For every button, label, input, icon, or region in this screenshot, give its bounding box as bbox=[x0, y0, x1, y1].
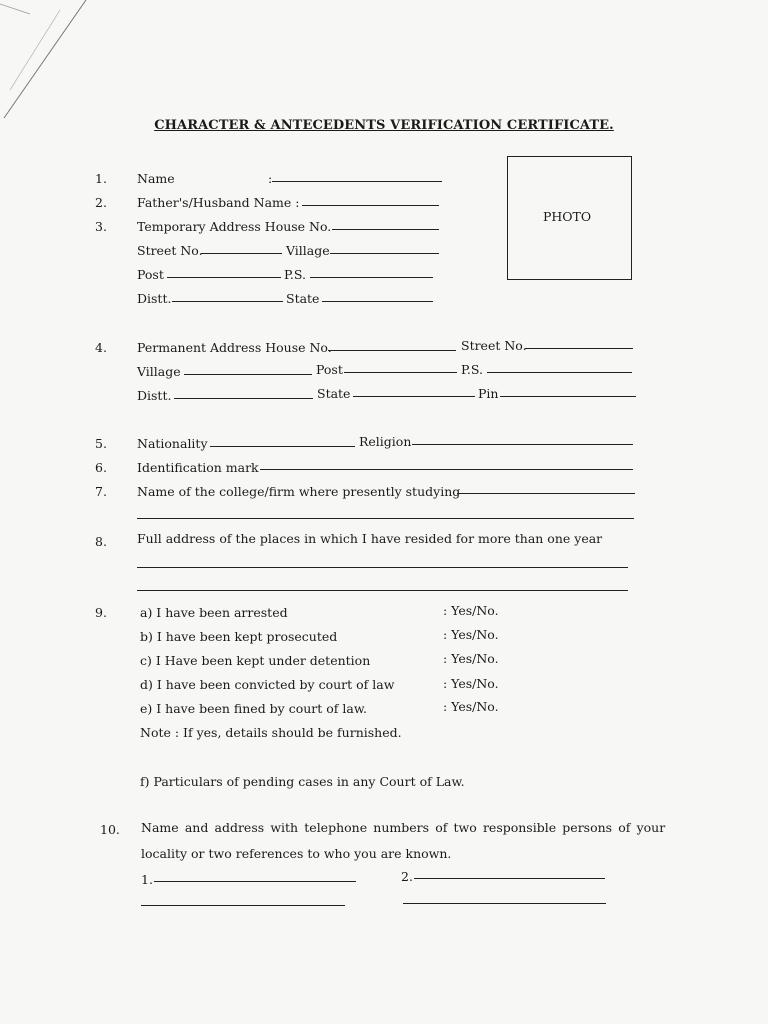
temp-house-field[interactable] bbox=[332, 229, 439, 230]
item-7-number: 7. bbox=[95, 484, 107, 499]
scan-edge-mark bbox=[0, 0, 100, 130]
perm-village-field[interactable] bbox=[184, 374, 312, 375]
temp-village-label: Village bbox=[286, 243, 330, 258]
perm-ps-label: P.S. bbox=[461, 362, 483, 377]
name-colon: : bbox=[268, 171, 273, 186]
item-6-number: 6. bbox=[95, 460, 107, 475]
temp-state-label: State bbox=[286, 291, 320, 306]
identification-label: Identification mark bbox=[137, 460, 259, 475]
answer-detention[interactable]: : Yes/No. bbox=[443, 651, 499, 666]
perm-distt-field[interactable] bbox=[174, 398, 313, 399]
question-arrested: a) I have been arrested bbox=[140, 605, 288, 620]
references-text-line-2: locality or two references to who you are known. bbox=[141, 846, 452, 861]
item-1-number: 1. bbox=[95, 171, 107, 186]
temp-state-field[interactable] bbox=[322, 301, 433, 302]
temp-post-field[interactable] bbox=[167, 277, 281, 278]
perm-street-label: Street No. bbox=[461, 338, 527, 353]
religion-field[interactable] bbox=[412, 444, 633, 445]
perm-distt-label: Distt. bbox=[137, 388, 172, 403]
references-text-line-1: Name and address with telephone numbers of two responsible persons of your bbox=[141, 820, 666, 835]
answer-arrested[interactable]: : Yes/No. bbox=[443, 603, 499, 618]
reference-1-field[interactable] bbox=[154, 881, 356, 882]
temp-street-label: Street No. bbox=[137, 243, 203, 258]
question-convicted: d) I have been convicted by court of law bbox=[140, 677, 395, 692]
reference-2-number: 2. bbox=[401, 869, 413, 884]
perm-post-field[interactable] bbox=[344, 372, 457, 373]
temp-house-label: Temporary Address House No. bbox=[137, 219, 332, 234]
nationality-label: Nationality bbox=[137, 436, 208, 451]
identification-field[interactable] bbox=[260, 469, 633, 470]
name-field[interactable] bbox=[272, 181, 442, 182]
answer-fined[interactable]: : Yes/No. bbox=[443, 699, 499, 714]
item-3-number: 3. bbox=[95, 219, 107, 234]
temp-distt-field[interactable] bbox=[172, 301, 283, 302]
item-2-number: 2. bbox=[95, 195, 107, 210]
perm-village-label: Village bbox=[137, 364, 181, 379]
father-husband-field[interactable] bbox=[302, 205, 439, 206]
photo-box bbox=[507, 156, 632, 280]
temp-village-field[interactable] bbox=[330, 253, 439, 254]
reference-1-field-line-2[interactable] bbox=[141, 905, 345, 906]
page-title: CHARACTER & ANTECEDENTS VERIFICATION CERTIFICATE. bbox=[154, 118, 614, 133]
temp-post-label: Post bbox=[137, 267, 164, 282]
perm-house-label: Permanent Address House No. bbox=[137, 340, 332, 355]
item-4-number: 4. bbox=[95, 340, 107, 355]
college-label: Name of the college/firm where presently studying bbox=[137, 484, 461, 499]
perm-state-field[interactable] bbox=[353, 396, 475, 397]
temp-ps-field[interactable] bbox=[310, 277, 433, 278]
name-label: Name bbox=[137, 171, 175, 186]
reference-2-field-line-2[interactable] bbox=[403, 903, 606, 904]
pending-cases-label: f) Particulars of pending cases in any Court of Law. bbox=[140, 774, 465, 789]
father-husband-label: Father's/Husband Name : bbox=[137, 195, 300, 210]
reference-1-number: 1. bbox=[141, 872, 153, 887]
resided-address-label: Full address of the places in which I have resided for more than one year bbox=[137, 531, 603, 546]
item-5-number: 5. bbox=[95, 436, 107, 451]
question-prosecuted: b) I have been kept prosecuted bbox=[140, 629, 338, 644]
perm-street-field[interactable] bbox=[525, 348, 633, 349]
college-field[interactable] bbox=[457, 493, 635, 494]
question-fined: e) I have been fined by court of law. bbox=[140, 701, 368, 716]
college-field-line-2[interactable] bbox=[137, 518, 634, 519]
note-text: Note : If yes, details should be furnished. bbox=[140, 725, 402, 740]
item-8-number: 8. bbox=[95, 534, 107, 549]
item-10-number: 10. bbox=[100, 822, 120, 837]
answer-prosecuted[interactable]: : Yes/No. bbox=[443, 627, 499, 642]
item-9-number: 9. bbox=[95, 605, 107, 620]
reference-2-field[interactable] bbox=[414, 878, 605, 879]
resided-address-field-1[interactable] bbox=[137, 567, 628, 568]
perm-pin-field[interactable] bbox=[500, 396, 636, 397]
perm-house-field[interactable] bbox=[328, 350, 456, 351]
religion-label: Religion bbox=[359, 434, 412, 449]
resided-address-field-2[interactable] bbox=[137, 590, 628, 591]
photo-label: PHOTO bbox=[543, 209, 592, 224]
answer-convicted[interactable]: : Yes/No. bbox=[443, 676, 499, 691]
question-detention: c) I Have been kept under detention bbox=[140, 653, 371, 668]
perm-pin-label: Pin bbox=[478, 386, 499, 401]
temp-ps-label: P.S. bbox=[284, 267, 306, 282]
perm-post-label: Post bbox=[316, 362, 343, 377]
perm-ps-field[interactable] bbox=[487, 372, 632, 373]
perm-state-label: State bbox=[317, 386, 351, 401]
temp-street-field[interactable] bbox=[201, 253, 282, 254]
temp-distt-label: Distt. bbox=[137, 291, 172, 306]
nationality-field[interactable] bbox=[210, 446, 355, 447]
